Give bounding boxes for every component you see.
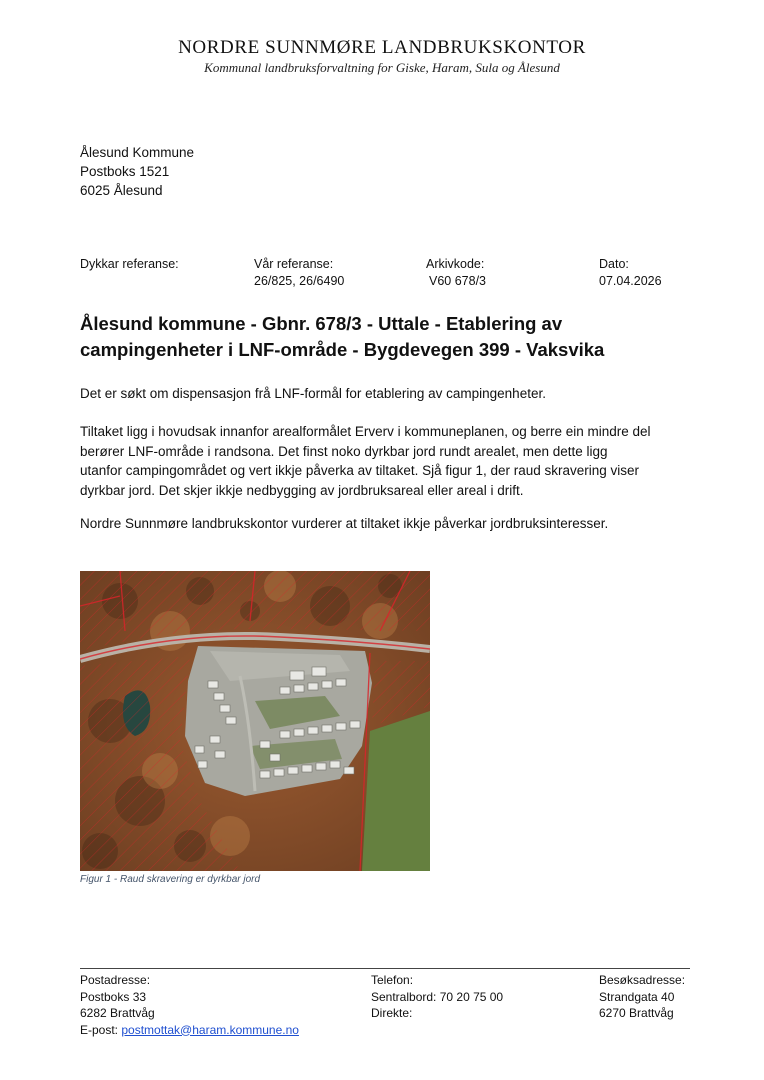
postal-line: 6282 Brattvåg — [80, 1006, 155, 1020]
letter-title — [80, 311, 700, 363]
phone-label: Telefon: — [371, 973, 414, 987]
recipient-address — [80, 143, 194, 200]
organization-name: NORDRE SUNNMØRE LANDBRUKSKONTOR — [178, 37, 586, 58]
archive-code — [426, 256, 486, 290]
visit-line: Strandgata 40 — [599, 989, 675, 1004]
organization-subtitle: Kommunal landbruksforvaltning for Giske, Haram, Sula og Ålesund — [204, 60, 560, 75]
visit-label: Besøksadresse: — [599, 973, 686, 987]
email-link[interactable]: postmottak@haram.kommune.no — [121, 1022, 299, 1037]
paragraph-1: Det er søkt om dispensasjon frå LNF-formål for etablering av campingenheter. — [80, 386, 546, 401]
archive-code-value: V60 678/3 — [429, 274, 486, 288]
footer-postal-address — [80, 972, 299, 1038]
recipient-line: Postboks 1521 — [80, 164, 170, 179]
paragraph-3: Nordre Sunnmøre landbrukskontor vurderer at tiltaket ikkje påverkar jordbruksinteresser. — [80, 516, 609, 531]
title-line: Ålesund kommune - Gbnr. 678/3 - Uttale - Etablering av — [80, 313, 563, 334]
our-reference — [254, 256, 344, 290]
paragraph-2 — [80, 422, 692, 500]
your-reference — [80, 256, 179, 273]
postal-line: Postboks 33 — [80, 989, 147, 1004]
archive-code-label: Arkivkode: — [426, 257, 485, 271]
our-reference-label: Vår referanse: — [254, 257, 334, 271]
date-value: 07.04.2026 — [599, 274, 662, 288]
footer-divider — [80, 968, 690, 969]
postal-label: Postadresse: — [80, 973, 151, 987]
email-prefix: E-post: — [80, 1022, 122, 1037]
figure-caption: Figur 1 - Raud skravering er dyrkbar jord — [80, 874, 261, 885]
title-line: campingenheter i LNF-område - Bygdevegen 399 - Vaksvika — [80, 339, 605, 360]
phone-line: Sentralbord: 70 20 75 00 — [371, 989, 504, 1004]
date-label: Dato: — [599, 257, 629, 271]
paragraph-line: berører LNF-område i randsona. Det finst noko dyrkbar jord rundt arealet, men dette ligg — [80, 443, 608, 459]
footer-visiting-address — [599, 972, 685, 1022]
paragraph-line: dyrkbar jord. Det skjer ikkje nedbygging av jordbruksareal eller areal i drift. — [80, 482, 524, 498]
footer-phone — [371, 972, 503, 1022]
phone-line: Direkte: — [371, 1006, 413, 1020]
email-line — [80, 1022, 299, 1039]
recipient-line: Ålesund Kommune — [80, 145, 195, 160]
recipient-line: 6025 Ålesund — [80, 183, 163, 198]
aerial-map-figure — [80, 571, 430, 871]
paragraph-line: utanfor campingområdet og vert ikkje påverka av tiltaket. Sjå figur 1, der raud skravering viser — [80, 463, 640, 478]
date — [599, 256, 662, 290]
visit-line: 6270 Brattvåg — [599, 1006, 674, 1020]
aerial-map-image — [80, 571, 430, 871]
letterhead — [0, 36, 764, 76]
our-reference-value: 26/825, 26/6490 — [254, 274, 345, 288]
your-reference-label: Dykkar referanse: — [80, 257, 179, 271]
paragraph-line: Tiltaket ligg i hovudsak innanfor arealformålet Erverv i kommuneplanen, og berre ein mindre del — [80, 424, 651, 439]
